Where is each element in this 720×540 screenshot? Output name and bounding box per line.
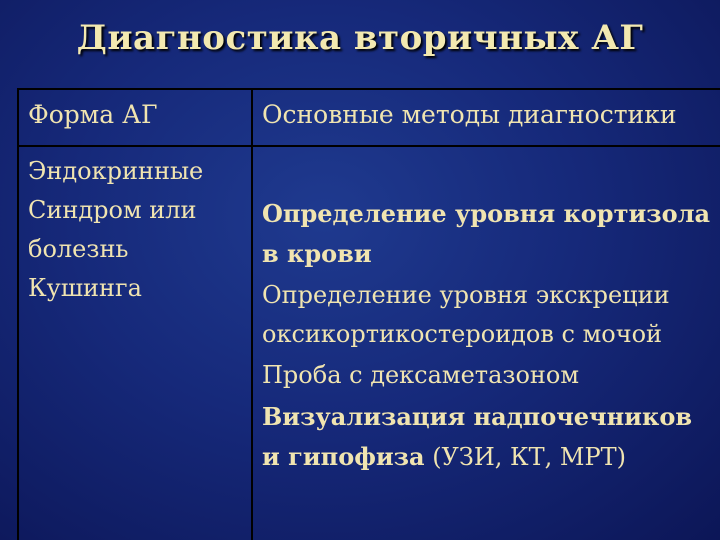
column-divider <box>251 88 253 540</box>
header-methods: Основные методы диагностики <box>262 100 677 129</box>
table-left-border <box>17 88 19 540</box>
category-label: Эндокринные <box>28 157 204 185</box>
method-item <box>262 276 717 354</box>
method-item <box>262 356 717 395</box>
method-text: Определение уровня кортизола в крови <box>262 199 711 268</box>
method-text: Проба с дексаметазоном <box>262 361 580 389</box>
method-item <box>262 194 717 274</box>
header-form: Форма АГ <box>28 100 158 129</box>
form-column <box>28 152 248 308</box>
diagnostics-table <box>17 88 720 540</box>
method-text: Определение уровня экскреции оксикортикостероидов с мочой <box>262 281 670 348</box>
method-text: Визуализация надпочечников и гипофиза <box>262 402 692 471</box>
methods-column <box>262 194 717 477</box>
method-item <box>262 397 717 477</box>
table-top-border <box>17 88 720 90</box>
header-bottom-border <box>17 145 720 147</box>
form-line: Синдром или <box>28 196 197 224</box>
form-line: Кушинга <box>28 274 142 302</box>
slide-title: Диагностика вторичных АГ <box>76 18 644 58</box>
method-suffix: (УЗИ, КТ, МРТ) <box>424 443 626 471</box>
form-line: болезнь <box>28 235 129 263</box>
